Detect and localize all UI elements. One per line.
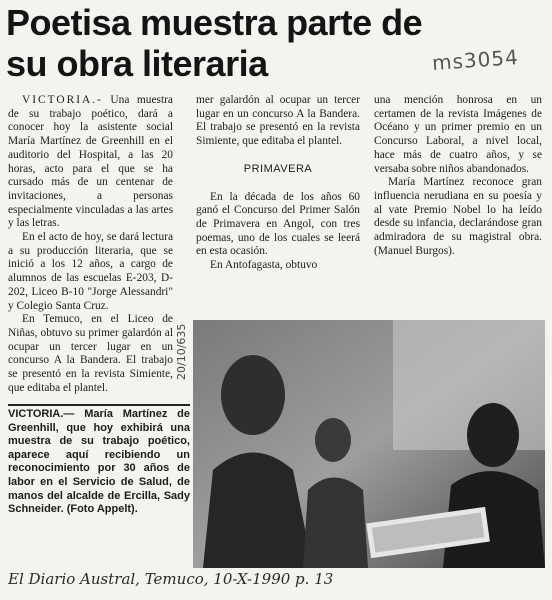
article-paragraph-3: En Temuco, en el Liceo de Niñas, obtuvo su primer galardón al ocupar un tercer lugar en un concurso A la Bandera. El trabajo se presentó en la revista Simiente, que editaba el plantel.	[8, 313, 173, 394]
article-column-2	[196, 94, 360, 319]
photo-illustration	[193, 320, 545, 568]
headline: Poetisa muestra parte de su obra literaria	[6, 2, 423, 84]
section-subhead: PRIMAVERA	[243, 162, 313, 175]
paragraph-1-text: Una muestra de su trabajo poético, dará a conocer hoy la asistente social María Martínez de Greenhill en el auditorio del Hospital, a las 20 horas, acto para el que se ha cursado más de un centenar de invitaciones, a personas especialmente vinculadas a las artes y las letras.	[8, 94, 173, 230]
photo-caption-text: VICTORIA.— María Martínez de Greenhill, que hoy exhibirá una muestra de su trabajo poético, aparece aquí recibiendo un reconocimiento por 30 años de labor en el Servicio de Salud, de manos del alcalde de Ercilla, Sady Schneider. (Foto Appelt).	[8, 408, 190, 516]
news-photo	[193, 320, 545, 568]
dateline: VICTORIA.-	[22, 94, 103, 106]
article-paragraph-6: María Martínez reconoce gran influencia nerudiana en su poesía y al vate Premio Nobel lo ha leído desde su infancia, declarándose gran admiradora de su magistral obra. (Manuel Burgos).	[374, 176, 542, 257]
article-column-1	[8, 94, 173, 406]
article-paragraph-1	[8, 94, 173, 231]
handwritten-margin-date: 20/10/635	[175, 323, 188, 380]
source-citation: El Diario Austral, Temuco, 10-X-1990 p. 13	[8, 570, 334, 588]
article-paragraph-2: En el acto de hoy, se dará lectura a su producción literaria, que se inició a los 12 años, a cargo de alumnos de las escuelas E-203, D-202, Liceo B-10 "Jorge Alessandri" y Colegio Santa Cruz.	[8, 231, 173, 312]
caption-top-rule	[8, 404, 190, 406]
article-paragraph-5: En Antofagasta, obtuvo	[210, 259, 318, 272]
paragraph-3-continued: mer galardón al ocupar un tercer lugar en un concurso A la Bandera. El trabajo se presentó en la revista Simiente, que editaba el plantel.	[196, 94, 360, 148]
paragraph-5-continued: una mención honrosa en un certamen de la revista Imágenes de Océano y un primer premio en un Concurso Laboral, a nivel local, hace más de cuatro años, y se versaba sobre niños abandonados.	[374, 94, 542, 175]
article-paragraph-4: En la década de los años 60 ganó el Concurso del Primer Salón de Primavera en Angol, con tres poemas, uno de los cuales se leerá en esta ocasión.	[196, 190, 360, 258]
article-column-3	[374, 94, 542, 320]
handwritten-archive-code: ms3054	[431, 45, 520, 75]
photo-caption	[8, 408, 190, 517]
